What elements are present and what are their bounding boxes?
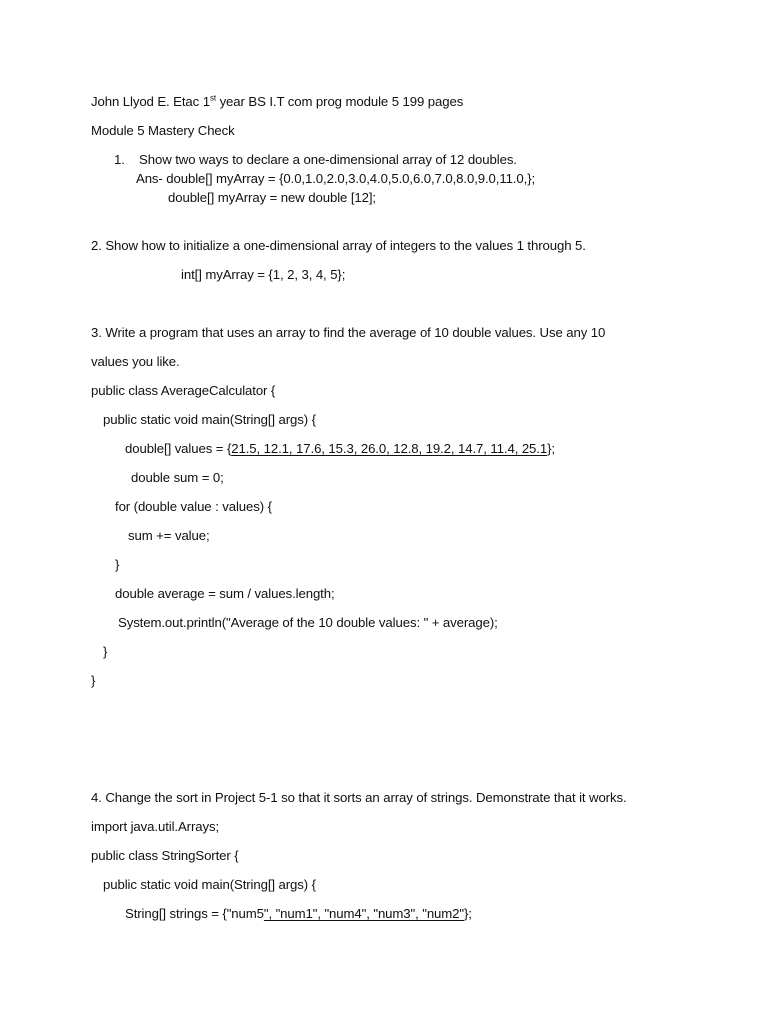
q2-answer: int[] myArray = {1, 2, 3, 4, 5}; xyxy=(181,267,346,282)
q4-class-decl: public class StringSorter { xyxy=(91,848,239,863)
q3-for-loop: for (double value : values) { xyxy=(115,499,272,514)
q4-strings-prefix: String[] strings = {"num5 xyxy=(125,906,264,921)
q2-question: 2. Show how to initialize a one-dimensional array of integers to the values 1 through 5. xyxy=(91,238,586,253)
q4-question: 4. Change the sort in Project 5-1 so that it sorts an array of strings. Demonstrate that it works. xyxy=(91,790,627,805)
q3-class-decl: public class AverageCalculator { xyxy=(91,383,276,398)
q3-close-main: } xyxy=(103,644,108,659)
q1-answer-line1: Ans- double[] myArray = {0.0,1.0,2.0,3.0,4.0,5.0,6.0,7.0,8.0,9.0,11.0,}; xyxy=(136,171,536,186)
q3-values-list: 21.5, 12.1, 17.6, 15.3, 26.0, 12.8, 19.2, 14.7, 11.4, 25.1 xyxy=(231,441,548,456)
author-line xyxy=(91,94,463,110)
q3-values-prefix: double[] values = { xyxy=(125,441,232,456)
q3-question-line1: 3. Write a program that uses an array to find the average of 10 double values. Use any 10 xyxy=(91,325,606,340)
q4-strings-line xyxy=(125,906,472,922)
q4-strings-rest: ", "num1", "num4", "num3", "num2" xyxy=(263,906,464,921)
q3-average-decl: double average = sum / values.length; xyxy=(115,586,335,601)
q3-values-line xyxy=(125,441,555,457)
q4-main-decl: public static void main(String[] args) { xyxy=(103,877,316,892)
document-subtitle: Module 5 Mastery Check xyxy=(91,123,235,138)
author-rest: year BS I.T com prog module 5 199 pages xyxy=(216,94,464,109)
q3-close-class: } xyxy=(91,673,96,688)
q1-question: 1. Show two ways to declare a one-dimensional array of 12 doubles. xyxy=(114,152,517,167)
q3-question-line2: values you like. xyxy=(91,354,180,369)
author-prefix: John Llyod E. Etac 1 xyxy=(91,94,210,109)
q1-answer-line2: double[] myArray = new double [12]; xyxy=(168,190,376,205)
q3-values-suffix: }; xyxy=(547,441,555,456)
q3-print-stmt: System.out.println("Average of the 10 double values: " + average); xyxy=(118,615,498,630)
q3-close-for: } xyxy=(115,557,120,572)
q4-import-line: import java.util.Arrays; xyxy=(91,819,220,834)
ordinal-suffix: st xyxy=(209,93,216,103)
q4-strings-suffix: }; xyxy=(464,906,472,921)
q3-main-decl: public static void main(String[] args) { xyxy=(103,412,316,427)
q3-sum-decl: double sum = 0; xyxy=(131,470,224,485)
q3-sum-add: sum += value; xyxy=(128,528,210,543)
